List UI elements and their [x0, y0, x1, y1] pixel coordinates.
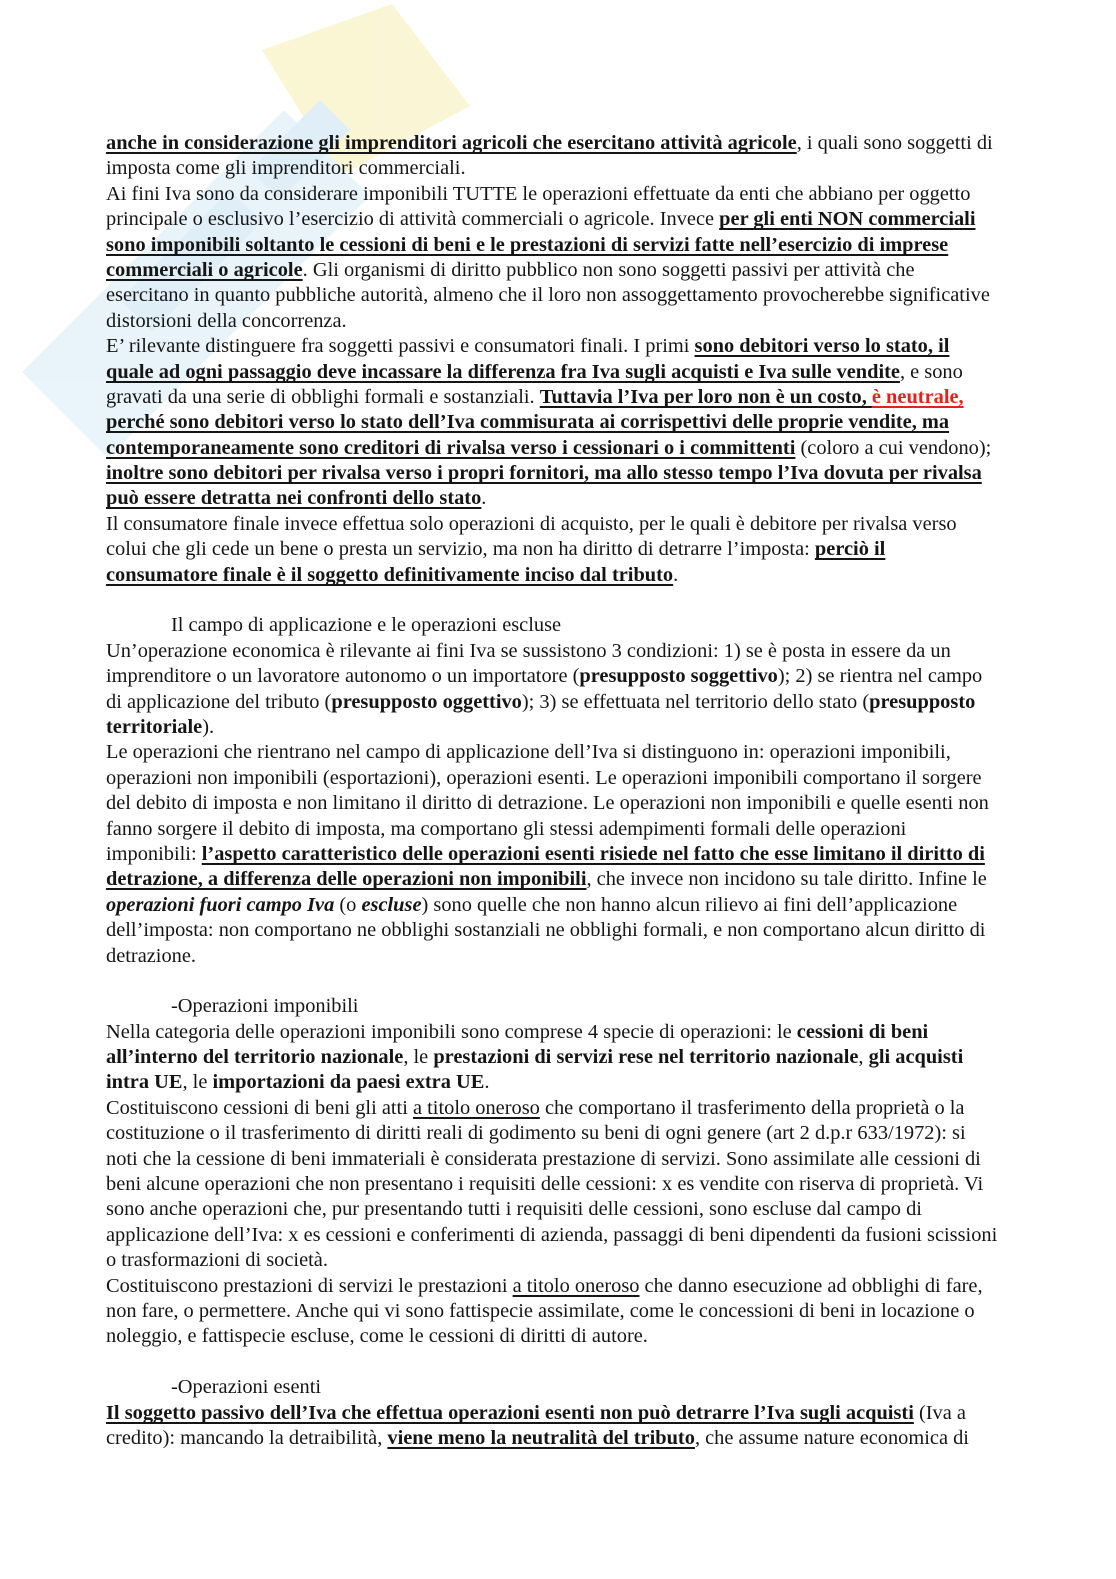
text-run: operazioni non imponibili (esportazioni), operazioni esenti. Le operazioni imponibili comportano il sorgere [106, 766, 982, 789]
text-run: , i quali sono soggetti di [796, 132, 993, 154]
text-run: noti che la cessione di beni immateriali è considerata prestazione di servizi. Sono assimilate alle cessioni di [106, 1147, 981, 1170]
emphasis-text: è neutrale, [871, 385, 964, 408]
text-line [106, 639, 1066, 664]
text-run: che comportano il trasferimento della proprietà o la [539, 1096, 965, 1119]
paragraph [106, 1401, 1066, 1452]
emphasis-text: sono debitori verso lo stato, il [694, 335, 950, 358]
text-line [106, 537, 1066, 562]
paragraph [106, 1096, 1066, 1274]
emphasis-text: all’interno del territorio nazionale [106, 1046, 404, 1069]
text-line [106, 207, 1066, 232]
emphasis-text: perché sono debitori verso lo stato dell’Iva commisurata ai corrispettivi delle proprie vendite, ma [106, 411, 950, 434]
emphasis-text: intra UE [106, 1071, 183, 1094]
text-run: noleggio, e fattispecie escluse, come le cessioni di diritti di autore. [106, 1325, 648, 1348]
text-run: , [858, 1046, 869, 1069]
text-run: ) sono quelle che non hanno alcun rilievo ai fini dell’applicazione [421, 893, 958, 916]
text-run: , e sono [899, 360, 963, 383]
text-line [106, 486, 1066, 511]
text-line [106, 436, 1066, 461]
text-line [106, 715, 1066, 740]
text-line [106, 690, 1066, 715]
document-section [106, 613, 1066, 968]
text-run: esercitano in quanto pubbliche autorità, almeno che il loro non assoggettamento provocherebbe significative [106, 284, 990, 307]
text-run: che danno esecuzione ad obblighi di fare, [639, 1274, 983, 1297]
text-line [106, 360, 1066, 385]
text-run: Il consumatore finale invece effettua solo operazioni di acquisto, per le quali è debitore per rivalsa verso [106, 512, 957, 535]
text-line [106, 563, 1066, 588]
emphasis-text: cessioni di beni [796, 1020, 929, 1043]
text-run: applicazione dell’Iva: x es cessioni e conferimenti di azienda, passaggi di beni dipendenti da fusioni scissioni [106, 1223, 998, 1246]
text-line [106, 893, 1066, 918]
text-line [106, 867, 1066, 892]
text-line [106, 156, 1066, 181]
text-run: imposta come gli imprenditori commerciali. [106, 157, 466, 180]
emphasis-text: perciò il [814, 538, 886, 561]
emphasis-text: per gli enti NON commerciali [719, 208, 976, 231]
text-run: non fare, o permettere. Anche qui vi sono fattispecie assimilate, come le concessioni di beni in locazione o [106, 1299, 975, 1322]
emphasis-text: commerciali o agricole [106, 258, 303, 281]
emphasis-text: consumatore finale è il soggetto definitivamente inciso dal tributo [106, 563, 674, 586]
paragraph [106, 512, 1066, 588]
paragraph [106, 182, 1066, 334]
emphasis-text: l’aspetto caratteristico delle operazioni esenti risiede nel fatto che esse limitano il diritto di [201, 842, 985, 865]
text-run: . [481, 487, 487, 510]
text-run: di applicazione del tributo ( [106, 690, 332, 713]
text-line [106, 512, 1066, 537]
emphasis-text: sono imponibili soltanto le cessioni di beni e le prestazioni di servizi fatte nell’esercizio di imprese [106, 233, 949, 256]
section-heading: -Operazioni imponibili [171, 995, 359, 1018]
emphasis-text: gli acquisti [868, 1046, 964, 1069]
text-run: imprenditore o un lavoratore autonomo o un importatore ( [106, 665, 580, 688]
text-run: . Gli organismi di diritto pubblico non sono soggetti passivi per attività che [302, 258, 915, 281]
text-line [106, 1121, 1066, 1146]
text-line [106, 664, 1066, 689]
text-run: Nella categoria delle operazioni imponibili sono comprese 4 specie di operazioni: le [106, 1020, 797, 1043]
paragraph [106, 334, 1066, 512]
text-line [106, 1172, 1066, 1197]
text-run: . [673, 563, 679, 586]
text-run: sono anche operazioni che, pur presentando tutti i requisiti delle cessioni, sono escluse dal campo di [106, 1198, 922, 1221]
paragraph [106, 1020, 1066, 1096]
text-line [106, 1324, 1066, 1349]
text-run: o trasformazioni di società. [106, 1249, 328, 1272]
text-line [106, 1426, 1066, 1451]
text-run: (coloro a cui vendono); [795, 436, 992, 459]
text-run: (o [334, 893, 362, 916]
text-run: , che assume nature economica di [694, 1426, 969, 1449]
text-line [106, 182, 1066, 207]
emphasis-text: importazioni da paesi extra UE [212, 1071, 485, 1094]
text-run: costituzione o il trasferimento di diritti reali di godimento su beni di ogni genere (art 2 d.p.r 633/1972): si [106, 1122, 966, 1145]
paragraph [106, 1274, 1066, 1350]
text-line [106, 309, 1066, 334]
text-run: , le [403, 1046, 434, 1069]
emphasis-text: operazioni fuori campo Iva [106, 893, 335, 916]
emphasis-text: a titolo oneroso [512, 1274, 640, 1297]
emphasis-text: a titolo oneroso [412, 1096, 540, 1119]
document-section [106, 1375, 1066, 1451]
text-run: Le operazioni che rientrano nel campo di applicazione dell’Iva si distinguono in: operazioni imponibili, [106, 741, 951, 764]
text-run: Ai fini Iva sono da considerare imponibili TUTTE le operazioni effettuate da enti che abbiano per oggetto [106, 182, 971, 205]
text-run: fanno sorgere il debito di imposta, ma comportano gli stessi adempimenti formali delle operazioni [106, 817, 907, 840]
text-line [106, 1401, 1066, 1426]
emphasis-text: può essere detratta nei confronti dello stato [106, 487, 482, 510]
text-run: Costituiscono cessioni di beni gli atti [106, 1096, 413, 1119]
text-line [106, 1096, 1066, 1121]
emphasis-text: presupposto soggettivo [579, 665, 778, 688]
paragraph [106, 740, 1066, 969]
emphasis-text: prestazioni di servizi rese nel territorio nazionale [433, 1046, 859, 1069]
text-line [106, 258, 1066, 283]
text-line [106, 817, 1066, 842]
text-run: ); 3) se effettuata nel territorio dello stato ( [521, 690, 870, 713]
text-line [106, 766, 1066, 791]
text-run: , le [182, 1071, 213, 1094]
emphasis-text: quale ad ogni passaggio deve incassare la differenza fra Iva sugli acquisti e Iva sulle vendite [106, 360, 900, 383]
text-run: del debito di imposta e non limitano il diritto di detrazione. Le operazioni non imponibili e quelle esenti non [106, 792, 989, 815]
text-run: colui che gli cede un bene o presta un servizio, ma non ha diritto di detrarre l’imposta: [106, 538, 815, 561]
text-run: credito): mancando la detraibilità, [106, 1426, 388, 1449]
emphasis-text: territoriale [106, 715, 203, 738]
text-run: ); 2) se rientra nel campo [777, 665, 983, 688]
paragraph [106, 639, 1066, 741]
text-line [106, 461, 1066, 486]
emphasis-text: Il soggetto passivo dell’Iva che effettua operazioni esenti non può detrarre l’Iva sugli acquisti [106, 1401, 914, 1424]
text-line [106, 842, 1066, 867]
section-heading: Il campo di applicazione e le operazioni escluse [171, 614, 562, 637]
text-line [106, 1299, 1066, 1324]
paragraph [106, 131, 1066, 182]
text-line [106, 334, 1066, 359]
text-run: gravati da una serie di obblighi formali e sostanziali. [106, 385, 540, 408]
text-line [106, 385, 1066, 410]
emphasis-text: inoltre sono debitori per rivalsa verso i propri fornitori, ma allo stesso tempo l’Iva dovuta per rivalsa [106, 462, 982, 485]
emphasis-text: anche in considerazione gli imprenditori agricoli che esercitano attività agricole [106, 132, 797, 154]
text-run: ). [202, 715, 215, 738]
text-line [106, 1045, 1066, 1070]
text-line [106, 233, 1066, 258]
emphasis-text: presupposto [869, 690, 976, 713]
text-line [106, 1223, 1066, 1248]
text-run: beni alcune operazioni che non presentano i requisiti delle cessioni: x es vendite con riserva di proprietà. Vi [106, 1173, 984, 1196]
text-run: principale o esclusivo l’esercizio di attività commerciali o agricole. Invece [106, 208, 720, 231]
text-line [106, 740, 1066, 765]
text-run: Costituiscono prestazioni di servizi le prestazioni [106, 1274, 513, 1297]
text-run: dell’imposta: non comportano ne obblighi sostanziali ne obblighi formali, e non comportano alcun diritto di [106, 919, 986, 942]
section-heading: -Operazioni esenti [171, 1376, 322, 1399]
document-section [106, 131, 1066, 588]
text-run: detrazione. [106, 944, 197, 967]
text-line [106, 131, 1066, 156]
emphasis-text: Tuttavia l’Iva per loro non è un costo, [539, 385, 872, 408]
emphasis-text: contemporaneamente sono creditori di rivalsa verso i cessionari o i committenti [106, 436, 796, 459]
text-line [106, 918, 1066, 943]
text-run: (Iva a [913, 1401, 966, 1424]
emphasis-text: escluse [361, 893, 422, 916]
text-line [106, 1070, 1066, 1095]
emphasis-text: viene meno la neutralità del tributo [387, 1426, 695, 1449]
text-line [106, 1248, 1066, 1273]
emphasis-text: detrazione, a differenza delle operazioni non imponibili [106, 868, 587, 891]
text-line [106, 1274, 1066, 1299]
text-line [106, 791, 1066, 816]
text-run: E’ rilevante distinguere fra soggetti passivi e consumatori finali. I primi [106, 335, 695, 358]
text-run: . [484, 1071, 490, 1094]
text-run: imponibili: [106, 842, 202, 865]
text-run: Un’operazione economica è rilevante ai fini Iva se sussistono 3 condizioni: 1) se è posta in essere da un [106, 639, 951, 662]
emphasis-text: presupposto oggettivo [331, 690, 522, 713]
text-line [106, 283, 1066, 308]
text-run: distorsioni della concorrenza. [106, 309, 347, 332]
text-line [106, 1020, 1066, 1045]
document-body [106, 131, 1066, 1451]
text-line [106, 1147, 1066, 1172]
text-line [106, 944, 1066, 969]
text-line [106, 1197, 1066, 1222]
text-line [106, 410, 1066, 435]
text-run: , che invece non incidono su tale diritto. Infine le [586, 868, 987, 891]
document-section [106, 994, 1066, 1349]
